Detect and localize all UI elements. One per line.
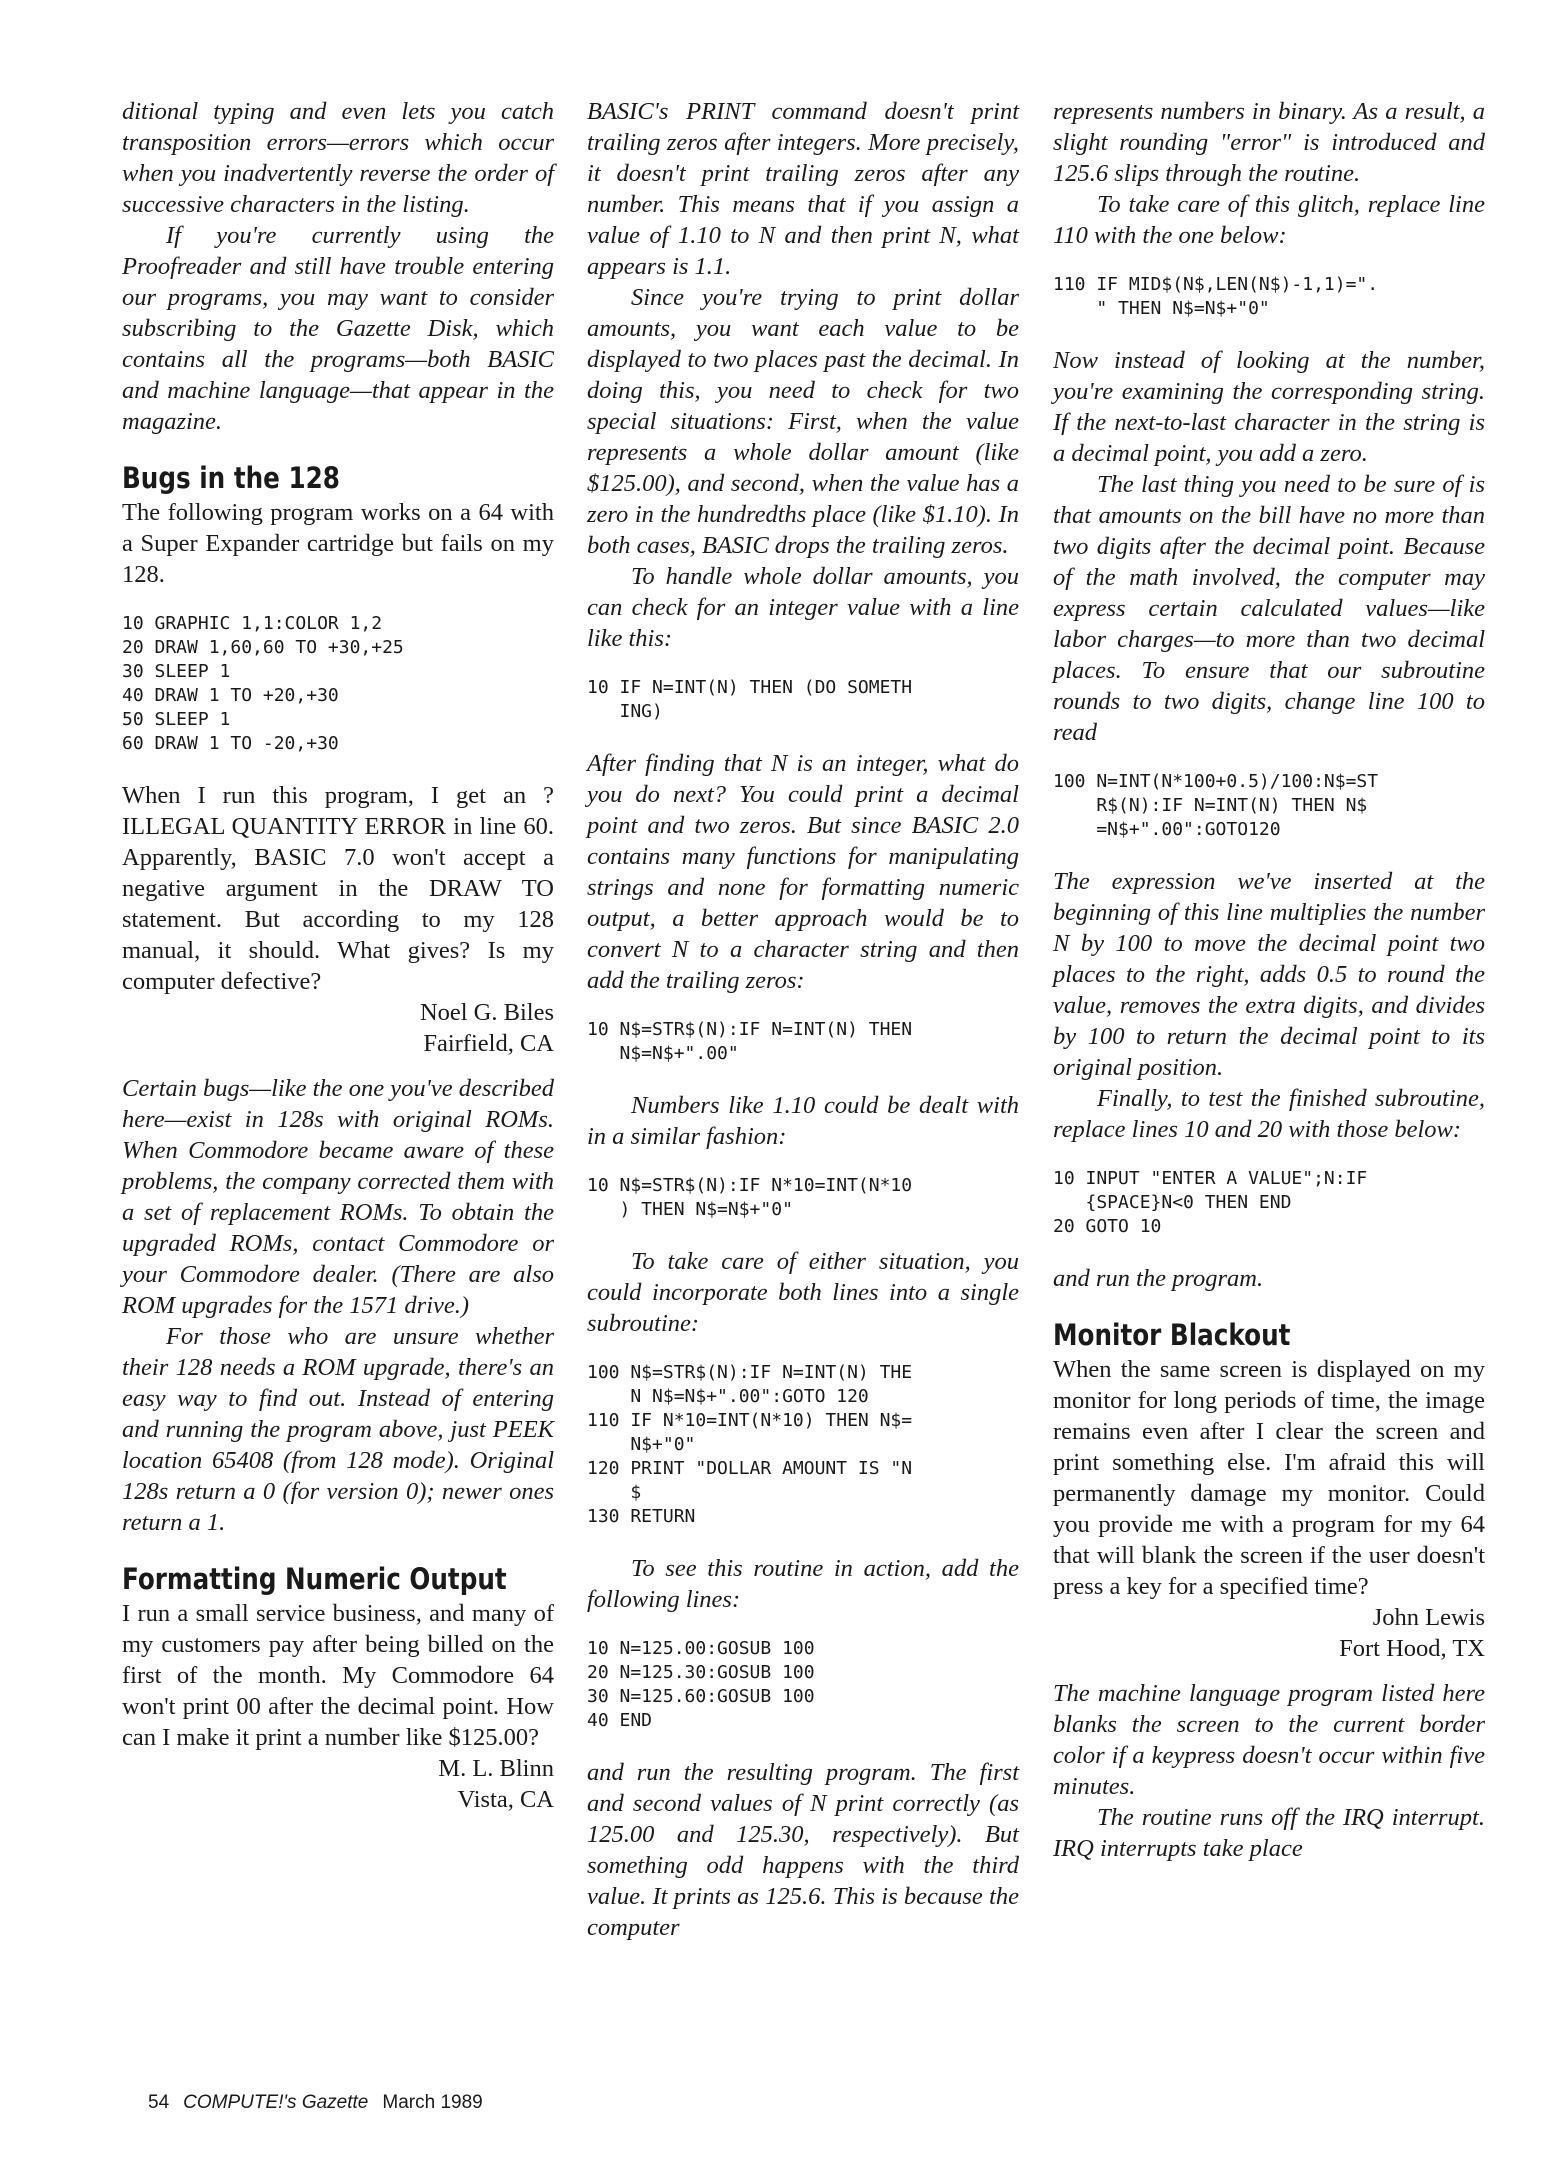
reader-question: The following program works on a 64 with a Super Expander cartridge but fails on my 128. [122, 499, 554, 588]
answer-paragraph: represents numbers in binary. As a result, a slight rounding "error" is introduced and 125.6 slips through the routine. [1053, 98, 1485, 187]
column-3 [1053, 96, 1485, 1864]
answer-paragraph: To handle whole dollar amounts, you can check for an integer value with a line like this: [587, 563, 1019, 652]
answer-paragraph: and run the resulting program. The first and second values of N print correctly (as 125.00 and 125.30, respectively). But something odd happens with the third value. It prints as 125.6. This is because the computer [587, 1759, 1019, 1941]
answer-paragraph: Finally, to test the finished subroutine, replace lines 10 and 20 with those below: [1053, 1085, 1485, 1143]
answer-paragraph: Certain bugs—like the one you've described here—exist in 128s with original ROMs. When Commodore became aware of these problems, the company corrected them with a set of replacement ROMs. To obtain the upgraded ROMs, contact Commodore or your Commodore dealer. (There are also ROM upgrades for the 1571 drive.) [122, 1075, 554, 1319]
answer-paragraph: The expression we've inserted at the beginning of this line multiplies the number N by 100 to move the decimal point two places to the right, adds 0.5 to round the value, removes the extra digits, and divides by 100 to return the decimal point to its original position. [1053, 868, 1485, 1081]
signature-name: John Lewis [1372, 1604, 1485, 1631]
answer-paragraph: To see this routine in action, add the following lines: [587, 1555, 1019, 1613]
answer-paragraph: Since you're trying to print dollar amounts, you want each value to be displayed to two places past the decimal. In doing this, you need to check for two special situations: First, when the value represents a whole dollar amount (like $125.00), and second, when the value has a zero in the hundredths place (like $1.10). In both cases, BASIC drops the trailing zeros. [587, 284, 1019, 559]
answer-paragraph: The machine language program listed here blanks the screen to the current border color if a keypress doesn't occur within five minutes. [1053, 1680, 1485, 1800]
answer-paragraph: The routine runs off the IRQ interrupt. IRQ interrupts take place [1053, 1804, 1485, 1862]
answer-paragraph: The last thing you need to be sure of is that amounts on the bill have no more than two digits after the decimal point. Because of the math involved, the computer may express certain calculated values—like labor charges—to more than two decimal places. To ensure that our subroutine rounds to two digits, change line 100 to read [1053, 471, 1485, 746]
signature-name: Noel G. Biles [419, 999, 554, 1026]
code-listing: 10 N$=STR$(N):IF N*10=INT(N*10 ) THEN N$=N$+"0" [587, 1175, 913, 1220]
paragraph: If you're currently using the Proofreader and still have trouble entering our programs, you may want to consider subscribing to the Gazette Disk, which contains all the programs—both BASIC and machine language—that appear in the magazine. [122, 222, 554, 435]
signature-place: Fort Hood, TX [1339, 1635, 1485, 1662]
answer-paragraph: For those who are unsure whether their 128 needs a ROM upgrade, there's an easy way to find out. Instead of entering and running the program above, just PEEK location 65408 (from 128 mode). Original 128s return a 0 (for version 0); newer ones return a 1. [122, 1323, 554, 1536]
code-listing: 10 N$=STR$(N):IF N=INT(N) THEN N$=N$+".00" [587, 1019, 913, 1064]
answer-paragraph: Now instead of looking at the number, you're examining the corresponding string. If the next-to-last character in the string is a decimal point, you add a zero. [1053, 347, 1485, 467]
code-listing: 100 N$=STR$(N):IF N=INT(N) THE N N$=N$+".00":GOTO 120 110 IF N*10=INT(N*10) THEN N$= N$+"0" 120 PRINT "DOLLAR AMOUNT IS "N $ 130 RETURN [587, 1362, 913, 1527]
reader-question: When I run this program, I get an ?ILLEGAL QUANTITY ERROR in line 60. Apparently, BASIC 7.0 won't accept a negative argument in the DRAW TO statement. But according to my 128 manual, it should. What gives? Is my computer defective? [122, 782, 554, 995]
section-heading-monitor: Monitor Blackout [1053, 1318, 1291, 1352]
issue-date: March 1989 [382, 2092, 483, 2113]
section-heading-format: Formatting Numeric Output [122, 1562, 507, 1596]
paragraph: ditional typing and even lets you catch transposition errors—errors which occur when you inadvertently reverse the order of successive characters in the listing. [122, 98, 554, 218]
code-listing: 10 IF N=INT(N) THEN (DO SOMETH ING) [587, 677, 913, 722]
signature-place: Vista, CA [457, 1786, 554, 1813]
reader-question: I run a small service business, and many of my customers pay after being billed on the first of the month. My Commodore 64 won't print 00 after the decimal point. How can I make it print a number like $125.00? [122, 1600, 554, 1751]
reader-question: When the same screen is displayed on my monitor for long periods of time, the image remains even after I clear the screen and print something else. I'm afraid this will permanently damage my monitor. Could you provide me with a program for my 64 that will blank the screen if the user doesn't press a key for a specified time? [1053, 1356, 1485, 1600]
code-listing: 10 N=125.00:GOSUB 100 20 N=125.30:GOSUB 100 30 N=125.60:GOSUB 100 40 END [587, 1638, 815, 1731]
code-listing: 110 IF MID$(N$,LEN(N$)-1,1)=". " THEN N$=N$+"0" [1053, 274, 1379, 319]
answer-paragraph: Numbers like 1.10 could be dealt with in a similar fashion: [587, 1092, 1019, 1150]
column-2 [587, 96, 1019, 1943]
answer-paragraph: and run the program. [1053, 1265, 1264, 1292]
answer-paragraph: To take care of this glitch, replace line 110 with the one below: [1053, 191, 1485, 249]
signature-name: M. L. Blinn [438, 1755, 554, 1782]
column-1 [122, 96, 554, 1815]
code-listing: 10 GRAPHIC 1,1:COLOR 1,2 20 DRAW 1,60,60 TO +30,+25 30 SLEEP 1 40 DRAW 1 TO +20,+30 50 SLEEP 1 60 DRAW 1 TO -20,+30 [122, 613, 404, 754]
answer-paragraph: To take care of either situation, you could incorporate both lines into a single subroutine: [587, 1248, 1019, 1337]
code-listing: 10 INPUT "ENTER A VALUE";N:IF {SPACE}N<0 THEN END 20 GOTO 10 [1053, 1168, 1368, 1237]
signature-place: Fairfield, CA [423, 1030, 554, 1057]
page-footer [148, 2092, 483, 2114]
code-listing: 100 N=INT(N*100+0.5)/100:N$=ST R$(N):IF N=INT(N) THEN N$ =N$+".00":GOTO120 [1053, 771, 1379, 840]
magazine-name: COMPUTE!'s Gazette [183, 2092, 369, 2113]
answer-paragraph: After finding that N is an integer, what do you do next? You could print a decimal point and two zeros. But since BASIC 2.0 contains many functions for manipulating strings and none for formatting numeric output, a better approach would be to convert N to a character string and then add the trailing zeros: [587, 750, 1019, 994]
page-number: 54 [148, 2092, 170, 2113]
answer-paragraph: BASIC's PRINT command doesn't print trailing zeros after integers. More precisely, it doesn't print trailing zeros after any number. This means that if you assign a value of 1.10 to N and then print N, what appears is 1.1. [587, 98, 1019, 280]
section-heading-bugs: Bugs in the 128 [122, 461, 340, 495]
